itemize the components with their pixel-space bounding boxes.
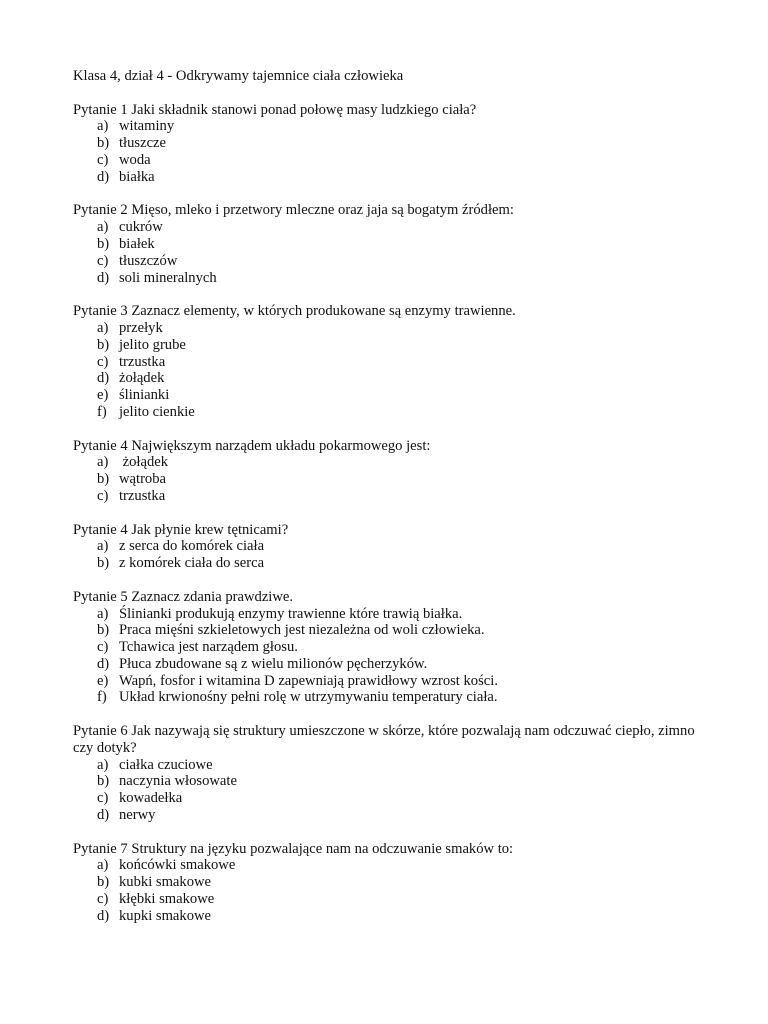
question-text: Pytanie 4 Jak płynie krew tętnicami? [73,521,289,538]
document-title: Klasa 4, dział 4 - Odkrywamy tajemnice ciała człowieka [73,68,404,84]
answer-marker: b) [97,622,110,639]
answer-text: przełyk [119,319,163,336]
answer-option [97,773,703,790]
answer-option [97,471,703,488]
answer-marker: a) [97,454,109,471]
answer-list [73,857,703,924]
question-4 [73,438,703,505]
answer-option [97,555,703,572]
answer-marker: d) [97,655,110,672]
answer-option [97,169,703,186]
answer-marker: c) [97,891,109,908]
question-text: Pytanie 6 Jak nazywają się struktury umieszczone w skórze, które pozwalają nam odczuwać ciepło, zimno czy dotyk? [73,723,695,756]
answer-list [73,118,703,185]
answer-text: kłębki smakowe [119,891,215,908]
answer-option [97,135,703,152]
answer-marker: e) [97,387,109,404]
answer-text: Wapń, fosfor i witamina D zapewniają prawidłowy wzrost kości. [119,672,498,689]
answer-text: końcówki smakowe [119,857,236,874]
answer-marker: f) [97,689,107,706]
answer-text: trzustka [119,353,166,370]
answer-marker: b) [97,235,110,252]
answer-option [97,320,703,337]
answer-marker: c) [97,252,109,269]
answer-option [97,639,703,656]
answer-marker: b) [97,336,110,353]
answer-text: tłuszcze [119,135,166,152]
answer-marker: a) [97,538,109,555]
answer-option [97,488,703,505]
answer-text: trzustka [119,487,166,504]
answer-text: żołądek [119,454,169,471]
answer-option [97,891,703,908]
answer-text: Tchawica jest narządem głosu. [119,639,298,656]
answer-option [97,370,703,387]
answer-option [97,152,703,169]
answer-marker: d) [97,168,110,185]
answer-marker: c) [97,790,109,807]
answer-text: cukrów [119,219,163,236]
answer-marker: b) [97,773,110,790]
answer-text: witaminy [119,118,175,135]
answer-marker: c) [97,639,109,656]
answer-option [97,118,703,135]
question-text: Pytanie 1 Jaki składnik stanowi ponad połowę masy ludzkiego ciała? [73,101,477,118]
question-2 [73,202,703,286]
answer-option [97,236,703,253]
answer-text: woda [119,151,151,168]
answer-text: tłuszczów [119,252,178,269]
answer-option [97,387,703,404]
answer-marker: a) [97,219,109,236]
answer-text: z komórek ciała do serca [119,555,265,572]
answer-option [97,538,703,555]
answer-list [73,454,703,504]
answer-text: Ślinianki produkują enzymy trawienne które trawią białka. [119,605,463,622]
answer-text: kubki smakowe [119,874,212,891]
answer-option [97,689,703,706]
answer-option [97,219,703,236]
answer-option [97,807,703,824]
answer-marker: b) [97,471,110,488]
answer-option [97,270,703,287]
answer-option [97,757,703,774]
answer-marker: d) [97,370,110,387]
answer-option [97,404,703,421]
answer-list [73,606,703,707]
answer-option [97,253,703,270]
answer-option [97,337,703,354]
question-6 [73,589,703,707]
answer-list [73,538,703,572]
answer-marker: b) [97,555,110,572]
answer-text: naczynia włosowate [119,773,237,790]
answer-text: Układ krwionośny pełni rolę w utrzymywaniu temperatury ciała. [119,689,498,706]
answer-text: jelito grube [119,336,186,353]
answer-marker: a) [97,756,109,773]
answer-text: ciałka czuciowe [119,756,213,773]
question-5 [73,522,703,572]
answer-marker: a) [97,118,109,135]
answer-marker: c) [97,151,109,168]
answer-marker: a) [97,857,109,874]
question-text: Pytanie 7 Struktury na języku pozwalające nam na odczuwanie smaków to: [73,840,514,857]
answer-option [97,673,703,690]
answer-text: białek [119,235,155,252]
answer-marker: e) [97,672,109,689]
answer-marker: a) [97,319,109,336]
question-3 [73,303,703,421]
answer-list [73,757,703,824]
answer-marker: f) [97,403,107,420]
answer-option [97,656,703,673]
answer-option [97,874,703,891]
question-1 [73,102,703,186]
answer-text: jelito cienkie [119,403,195,420]
document-body [73,68,703,941]
answer-marker: c) [97,487,109,504]
answer-text: żołądek [119,370,165,387]
answer-option [97,908,703,925]
answer-text: kowadełka [119,790,183,807]
answer-text: nerwy [119,807,156,824]
answer-text: Płuca zbudowane są z wielu milionów pęcherzyków. [119,655,428,672]
answer-text: wątroba [119,471,167,488]
question-text: Pytanie 4 Największym narządem układu pokarmowego jest: [73,437,431,454]
question-list [73,102,703,925]
answer-marker: d) [97,269,110,286]
answer-text: soli mineralnych [119,269,217,286]
question-text: Pytanie 2 Mięso, mleko i przetwory mleczne oraz jaja są bogatym źródłem: [73,202,514,219]
answer-list [73,219,703,286]
answer-option [97,622,703,639]
answer-option [97,354,703,371]
answer-text: kupki smakowe [119,907,212,924]
answer-marker: b) [97,874,110,891]
answer-marker: d) [97,807,110,824]
answer-option [97,454,703,471]
answer-text: Praca mięśni szkieletowych jest niezależna od woli człowieka. [119,622,485,639]
question-7 [73,723,703,824]
answer-list [73,320,703,421]
answer-marker: b) [97,135,110,152]
answer-text: ślinianki [119,387,170,404]
answer-marker: d) [97,907,110,924]
answer-marker: a) [97,605,109,622]
question-8 [73,841,703,925]
answer-option [97,606,703,623]
answer-option [97,790,703,807]
answer-text: białka [119,168,155,185]
question-text: Pytanie 3 Zaznacz elementy, w których produkowane są enzymy trawienne. [73,303,516,320]
answer-option [97,857,703,874]
answer-text: z serca do komórek ciała [119,538,265,555]
answer-marker: c) [97,353,109,370]
question-text: Pytanie 5 Zaznacz zdania prawdziwe. [73,588,294,605]
